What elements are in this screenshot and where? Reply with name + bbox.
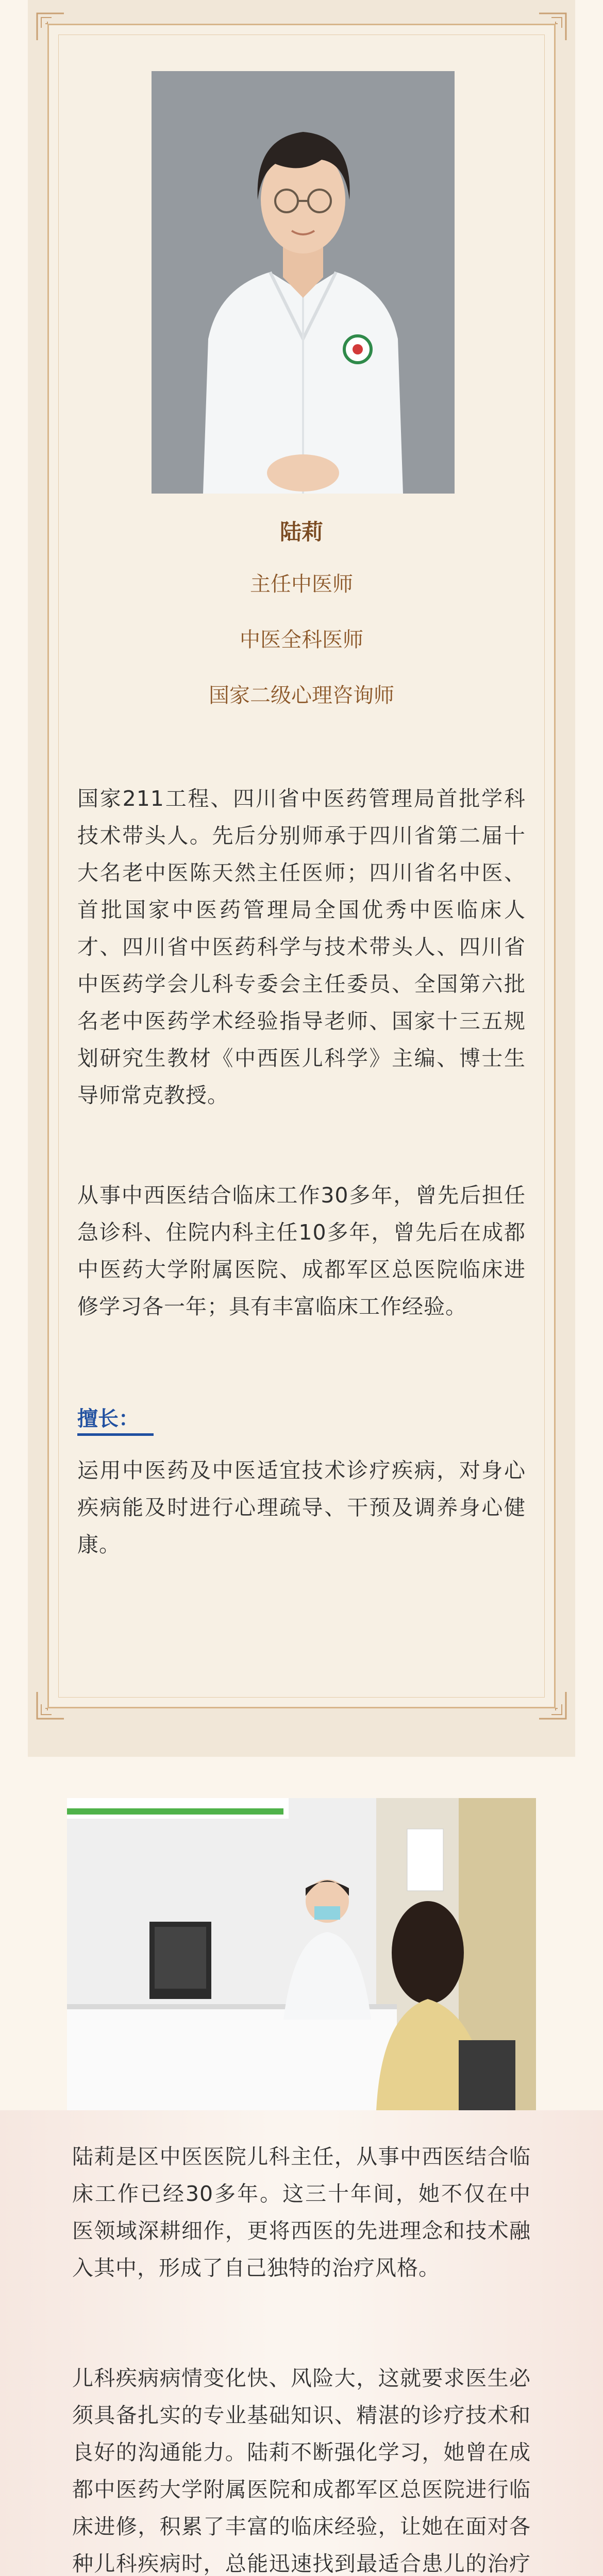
story-paragraph: 儿科疾病病情变化快、风险大，这就要求医生必须具备扎实的专业基础知识、精湛的诊疗技术和良好的沟通能力。陆莉不断强化学习，她曾在成都中医药大学附属医院和成都军区总医院进行临床进修，积累了丰富的临床经验，让她在面对各种儿科疾病时，总能迅速找到最适合患儿的治疗: [72, 2366, 531, 2576]
corner-ornament-icon: [538, 1691, 567, 1720]
doctor-title: 主任中医师: [250, 572, 353, 596]
doctor-portrait: [152, 71, 455, 494]
doctor-name: 陆莉: [279, 519, 323, 545]
consultation-photo: [67, 1798, 536, 2110]
doctor-title: 国家二级心理咨询师: [209, 684, 394, 707]
specialty-underline: [77, 1433, 154, 1436]
specialty-text: 运用中医药及中医适宜技术诊疗疾病，对身心疾病能及时进行心理疏导、干预及调养身心健康。: [77, 1458, 526, 1557]
corner-ornament-icon: [538, 12, 567, 41]
corner-ornament-icon: [36, 12, 65, 41]
corner-ornament-icon: [36, 1691, 65, 1720]
bio-experience: 从事中西医结合临床工作30多年，曾先后担任急诊科、住院内科主任10多年，曾先后在成都中医药大学附属医院、成都军区总医院临床进修学习各一年；具有丰富临床工作经验。: [77, 1183, 526, 1319]
story-paragraph: 陆莉是区中医医院儿科主任，从事中西医结合临床工作已经30多年。这三十年间，她不仅在中医领域深耕细作，更将西医的先进理念和技术融入其中，形成了自己独特的治疗风格。: [72, 2144, 531, 2280]
specialty-heading: 擅长：: [77, 1407, 139, 1431]
bio-intro: 国家211工程、四川省中医药管理局首批学科技术带头人。先后分别师承于四川省第二届十大名老中医陈天然主任医师；四川省名中医、首批国家中医药管理局全国优秀中医临床人才、四川省中医药科学与技术带头人、四川省中医药学会儿科专委会主任委员、全国第六批名老中医药学术经验指导老师、国家十三五规划研究生教材《中西医儿科学》主编、博士生导师常克教授。: [77, 786, 526, 1108]
doctor-title: 中医全科医师: [240, 628, 363, 652]
